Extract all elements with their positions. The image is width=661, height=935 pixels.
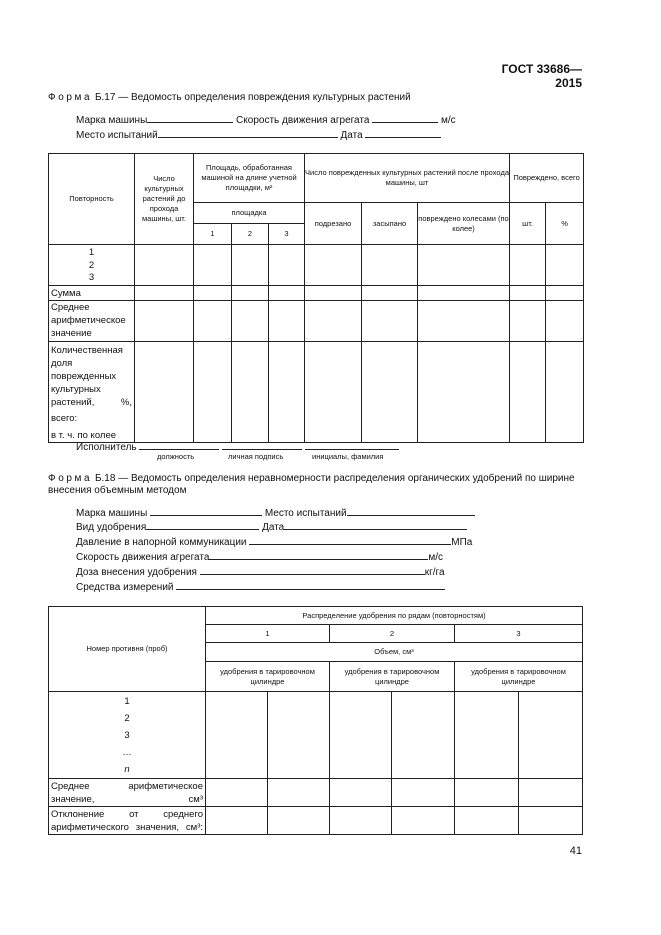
- t18-head-rep-3: 3: [455, 625, 583, 643]
- t17-cell[interactable]: [305, 342, 362, 443]
- t18-head-distribution: Распределение удобрения по рядам (повторностям): [206, 607, 583, 625]
- executor-name-field[interactable]: [305, 439, 399, 450]
- t17-cell[interactable]: [305, 286, 362, 301]
- form17-heading: [48, 92, 411, 103]
- form18-brand-field[interactable]: [150, 505, 262, 516]
- t17-head-dmg-cut: подрезано: [305, 203, 362, 245]
- t18-head-tray: Номер противня (проб): [49, 607, 206, 692]
- t18-head-cyl-3: удобрения в тарировочном цилиндре: [455, 662, 583, 692]
- t17-share-label: Количественная доля поврежденных культурных растений, %,: [51, 345, 132, 408]
- form17-title: — Ведомость определения повреждения культурных растений: [118, 92, 411, 103]
- t17-cell[interactable]: [418, 245, 510, 286]
- t17-repeat-3: 3: [88, 272, 95, 283]
- form18-number: Б.18: [94, 473, 116, 484]
- t17-repeat-2: 2: [88, 259, 95, 271]
- t17-cell[interactable]: [362, 245, 418, 286]
- form18-means-line: Средства измерений: [76, 579, 445, 593]
- form17-forma-word: Форма: [48, 92, 93, 103]
- form17-speed-field[interactable]: [372, 112, 438, 123]
- t17-cell[interactable]: [135, 342, 194, 443]
- t17-cell[interactable]: [510, 301, 546, 342]
- t17-cell[interactable]: [194, 245, 232, 286]
- t17-head-repeat: Повторность: [49, 154, 135, 245]
- t17-row-sum: Сумма: [49, 286, 135, 301]
- t17-cell[interactable]: [362, 301, 418, 342]
- t17-cell[interactable]: [418, 342, 510, 443]
- t18-cell[interactable]: [392, 807, 455, 835]
- t18-cell[interactable]: [206, 807, 268, 835]
- t17-cell[interactable]: [194, 286, 232, 301]
- t17-head-area: Площадь, обработанная машиной на длине учетной площадки, м²: [194, 154, 305, 203]
- t17-cell[interactable]: [194, 342, 232, 443]
- t17-cell[interactable]: [269, 301, 305, 342]
- t18-cell[interactable]: [206, 779, 268, 807]
- form17-place-date-line: [76, 127, 441, 141]
- t17-head-area-2: 2: [232, 224, 269, 245]
- form17-brand-field[interactable]: [147, 112, 233, 123]
- form17-brand-label: Марка машины: [76, 115, 148, 126]
- form18-brand-place-line: Марка машины Место испытаний: [76, 505, 475, 519]
- t17-row-share: [49, 342, 135, 443]
- form17-date-field[interactable]: [365, 127, 441, 138]
- sig-signature-caption: личная подпись: [228, 452, 284, 461]
- t18-tray-ellipsis: …: [122, 747, 132, 758]
- t17-head-area-3: 3: [269, 224, 305, 245]
- sig-name-caption: инициалы, фамилия: [312, 452, 384, 461]
- form18-pressure-line: Давление в напорной коммуникации МПа: [76, 534, 472, 548]
- form18-table: [48, 606, 583, 835]
- t18-cell[interactable]: [455, 807, 519, 835]
- t18-tray-2: 2: [124, 713, 130, 724]
- t18-cell[interactable]: [455, 779, 519, 807]
- t17-cell[interactable]: [269, 286, 305, 301]
- t18-head-cyl-2: удобрения в тарировочном цилиндре: [330, 662, 455, 692]
- form17-place-label: Место испытаний: [76, 130, 158, 141]
- t17-cell[interactable]: [232, 301, 269, 342]
- t17-cell[interactable]: [269, 342, 305, 443]
- sig-position-caption: должность: [157, 452, 195, 461]
- t17-cell[interactable]: [510, 245, 546, 286]
- t17-cell[interactable]: [232, 342, 269, 443]
- t18-head-volume: Объем, см³: [206, 643, 583, 662]
- t17-cell[interactable]: [362, 342, 418, 443]
- t17-head-dmg-buried: засыпано: [362, 203, 418, 245]
- t18-row-deviation: Отклонение от среднего арифметического значения, см³:: [49, 807, 206, 835]
- t17-cell[interactable]: [135, 301, 194, 342]
- t18-cell[interactable]: [519, 807, 583, 835]
- t18-cell[interactable]: [455, 692, 519, 779]
- form18-place-field[interactable]: [347, 505, 475, 516]
- t18-row-mean: Среднее арифметическое значение, см³: [49, 779, 206, 807]
- form18-fert-date-line: Вид удобрения Дата: [76, 519, 467, 533]
- t17-track-label: в т. ч. по колее: [51, 430, 117, 441]
- t17-cell[interactable]: [546, 301, 584, 342]
- form18-date-field[interactable]: [284, 519, 467, 530]
- standard-number: ГОСТ 33686—2015: [501, 62, 582, 90]
- form18-title-line1: — Ведомость определения неравномерности распределения органических удобрений по ширине: [118, 473, 575, 484]
- t17-cell[interactable]: [510, 286, 546, 301]
- t17-cell[interactable]: [232, 286, 269, 301]
- t17-row-repeats: [49, 245, 135, 286]
- t18-cell[interactable]: [268, 779, 330, 807]
- t18-cell[interactable]: [268, 807, 330, 835]
- t17-row-mean: Среднее арифметическое значение: [49, 301, 135, 342]
- form18-pressure-field[interactable]: [249, 534, 451, 545]
- form18-fert-field[interactable]: [146, 519, 259, 530]
- t17-cell[interactable]: [135, 245, 194, 286]
- t18-tray-n: n: [124, 764, 130, 775]
- t17-head-damaged-total: Повреждено, всего: [510, 154, 584, 203]
- t18-tray-3: 3: [124, 730, 130, 741]
- t18-cell[interactable]: [330, 692, 392, 779]
- form18-speed-field[interactable]: [209, 549, 428, 560]
- t18-cell[interactable]: [330, 779, 392, 807]
- t17-cell[interactable]: [135, 286, 194, 301]
- page-number: 41: [569, 845, 582, 857]
- t17-cell[interactable]: [510, 342, 546, 443]
- t17-cell[interactable]: [269, 245, 305, 286]
- t17-head-area-1: 1: [194, 224, 232, 245]
- t18-cell[interactable]: [330, 807, 392, 835]
- t17-head-total-pcs: шт.: [510, 203, 546, 245]
- form18-heading: [48, 473, 575, 484]
- t17-cell[interactable]: [232, 245, 269, 286]
- form17-brand-speed-line: [76, 112, 456, 126]
- t17-cell[interactable]: [546, 245, 584, 286]
- t17-cell[interactable]: [305, 301, 362, 342]
- t18-cell[interactable]: [268, 692, 330, 779]
- t18-tray-1: 1: [124, 696, 130, 707]
- t17-cell[interactable]: [546, 286, 584, 301]
- form18-means-field[interactable]: [176, 579, 445, 590]
- form18-title-line2: внесения объемным методом: [48, 485, 187, 496]
- form17-executor-line: [76, 439, 399, 453]
- t18-cell[interactable]: [206, 692, 268, 779]
- t17-cell[interactable]: [194, 301, 232, 342]
- form18-dose-line: Доза внесения удобрения кг/га: [76, 564, 445, 578]
- t18-row-trays: [49, 692, 206, 779]
- t17-head-total-pct: %: [546, 203, 584, 245]
- form18-speed-line: Скорость движения агрегата м/с: [76, 549, 443, 563]
- form17-speed-label: Скорость движения агрегата: [236, 115, 370, 126]
- form17-number: Б.17: [94, 92, 116, 103]
- t18-cell[interactable]: [392, 692, 455, 779]
- t18-cell[interactable]: [519, 779, 583, 807]
- t17-cell[interactable]: [305, 245, 362, 286]
- form17-table: [48, 153, 584, 443]
- form18-forma-word: Форма: [48, 473, 93, 484]
- t18-head-cyl-1: удобрения в тарировочном цилиндре: [206, 662, 330, 692]
- t17-cell[interactable]: [362, 286, 418, 301]
- t17-head-dmg-wheels: повреждено колесами (по колее): [418, 203, 510, 245]
- t18-head-rep-2: 2: [330, 625, 455, 643]
- t17-head-damaged: Число поврежденных культурных растений после прохода машины, шт: [305, 154, 510, 203]
- t18-head-rep-1: 1: [206, 625, 330, 643]
- t17-cell[interactable]: [418, 301, 510, 342]
- t18-cell[interactable]: [392, 779, 455, 807]
- t17-head-plants: Число культурных растений до прохода машины, шт.: [135, 154, 194, 245]
- form17-date-label: Дата: [340, 130, 363, 141]
- t17-cell[interactable]: [546, 342, 584, 443]
- t17-cell[interactable]: [418, 286, 510, 301]
- t17-total-label: всего:: [51, 413, 78, 424]
- form17-place-field[interactable]: [158, 127, 338, 138]
- executor-signature-field[interactable]: [222, 439, 302, 450]
- form17-speed-unit: м/с: [441, 115, 456, 126]
- form18-dose-field[interactable]: [200, 564, 425, 575]
- executor-label: Исполнитель: [76, 442, 137, 453]
- t17-repeat-1: 1: [88, 247, 95, 258]
- t18-cell[interactable]: [519, 692, 583, 779]
- t17-head-area-sub: площадка: [194, 203, 305, 224]
- executor-position-field[interactable]: [139, 439, 219, 450]
